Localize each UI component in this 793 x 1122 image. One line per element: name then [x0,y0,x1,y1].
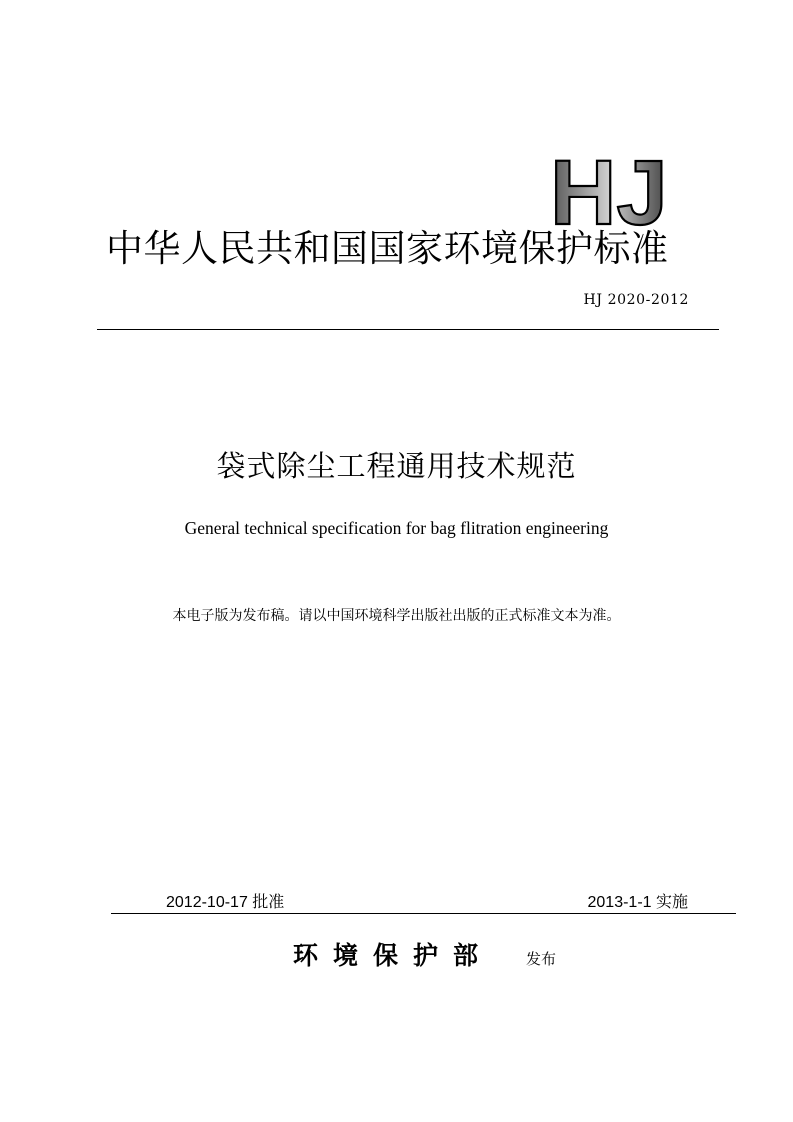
document-title-zh: 袋式除尘工程通用技术规范 [216,449,577,483]
document-title-en: General technical specification for bag flitration engineering [184,518,609,538]
standard-code: HJ 2020-2012 [583,292,689,308]
publish-label: 发布 [526,950,557,968]
hj-logo [548,148,688,230]
logo-text: HJ [550,148,668,230]
effective-date: 2013-1-1 实施 [587,894,688,911]
header-divider [97,329,719,330]
footer-divider [111,913,736,914]
edition-notice: 本电子版为发布稿。请以中国环境科学出版社出版的正式标准文本为准。 [172,608,621,624]
approval-date: 2012-10-17 批准 [166,894,285,911]
header-title: 中华人民共和国国家环境保护标准 [106,227,669,270]
publisher-name: 环境保护部 [293,941,494,970]
